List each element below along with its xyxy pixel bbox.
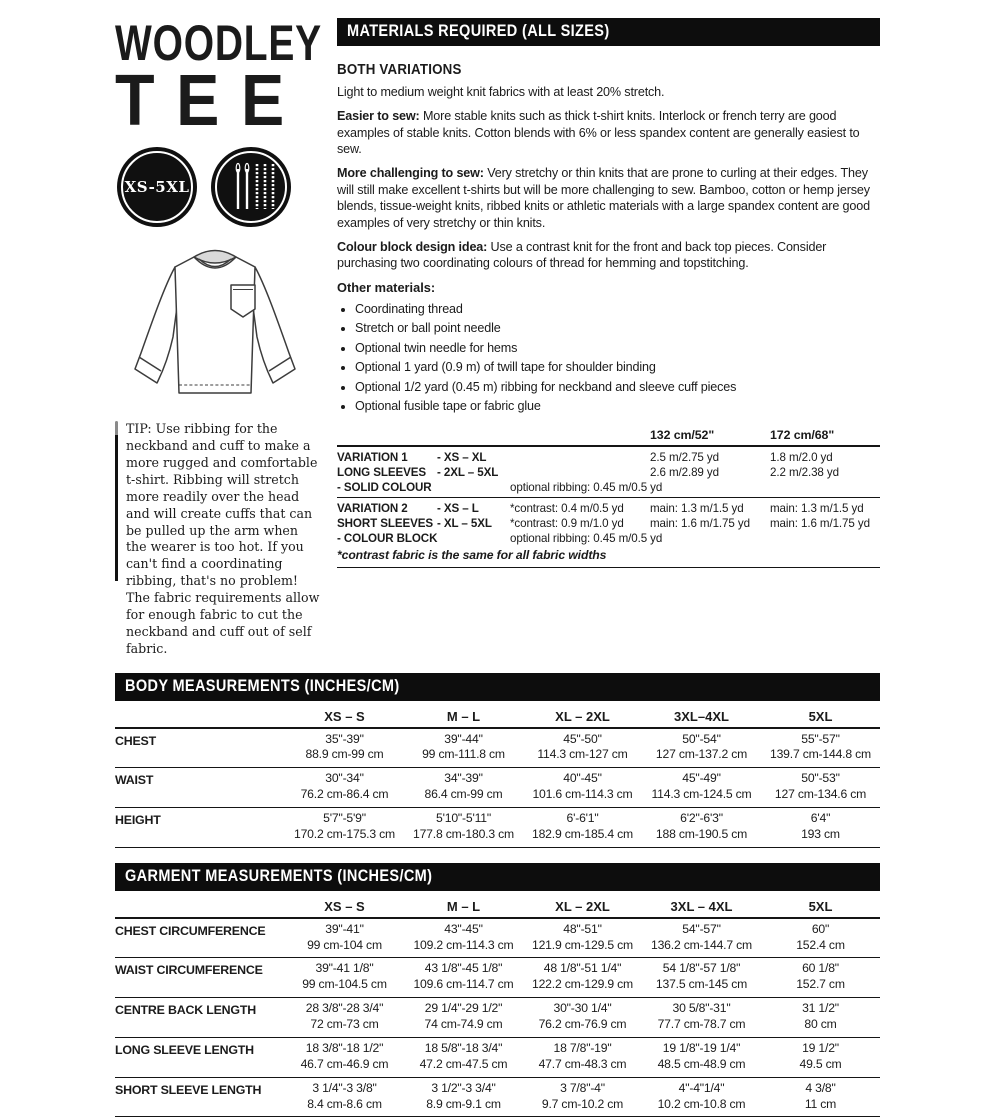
logo-line-tee: TEE bbox=[115, 61, 306, 141]
cell bbox=[761, 771, 880, 803]
cell bbox=[523, 1081, 642, 1113]
value-inches: 48 1/8"-51 1/4" bbox=[543, 961, 622, 976]
needle-icon bbox=[115, 421, 118, 581]
cell bbox=[404, 1001, 523, 1033]
cell bbox=[523, 771, 642, 803]
brand-logo bbox=[115, 15, 327, 141]
table-row bbox=[115, 958, 880, 998]
size-range: - XS – L bbox=[437, 501, 479, 515]
size-range-badge bbox=[117, 147, 197, 227]
value-inches: 30 5/8"-31" bbox=[672, 1001, 731, 1016]
value-cm: 122.2 cm-129.9 cm bbox=[532, 977, 633, 992]
table-row bbox=[115, 1038, 880, 1078]
cell bbox=[642, 732, 761, 764]
challenging-paragraph bbox=[337, 165, 880, 230]
yardage-52: 2.5 m/2.75 yd bbox=[650, 450, 719, 464]
row-label: CHEST CIRCUMFERENCE bbox=[115, 923, 266, 938]
colourblock-text: Use a contrast knit for the front and back top pieces. Consider purchasing two coordinating colours of thread for hemming and topstitching. bbox=[337, 239, 827, 271]
divider bbox=[337, 445, 880, 447]
value-inches: 6'4" bbox=[810, 811, 831, 826]
variation-colour: - COLOUR BLOCK bbox=[337, 531, 438, 545]
value-inches: 39"-41" bbox=[325, 921, 364, 936]
value-cm: 76.2 cm-86.4 cm bbox=[300, 787, 389, 802]
yardage-52: 2.6 m/2.89 yd bbox=[650, 465, 719, 479]
row-label: CENTRE BACK LENGTH bbox=[115, 1003, 256, 1018]
body-measurements-section bbox=[115, 673, 880, 848]
value-inches: 30"-30 1/4" bbox=[553, 1001, 612, 1016]
value-inches: 4 3/8" bbox=[805, 1080, 836, 1095]
value-cm: 127 cm-137.2 cm bbox=[655, 747, 748, 762]
value-cm: 48.5 cm-48.9 cm bbox=[657, 1056, 746, 1071]
value-cm: 72 cm-73 cm bbox=[310, 1017, 379, 1032]
list-item: • Optional fusible tape or fabric glue bbox=[355, 397, 880, 417]
left-column bbox=[115, 15, 327, 658]
value-inches: 4"-4"1/4" bbox=[678, 1080, 725, 1095]
table-row bbox=[337, 465, 880, 480]
yardage-68: 1.8 m/2.0 yd bbox=[770, 450, 833, 464]
cell bbox=[404, 1081, 523, 1113]
cell bbox=[761, 1081, 880, 1113]
row-label: CHEST bbox=[115, 733, 156, 748]
garment-measurements-bar bbox=[115, 863, 880, 891]
fabric-width-52: 132 cm/52" bbox=[650, 427, 715, 442]
yardage-68: main: 1.6 m/1.75 yd bbox=[770, 516, 870, 530]
value-cm: 99 cm-111.8 cm bbox=[422, 747, 505, 762]
list-item: • Optional twin needle for hems bbox=[355, 339, 880, 359]
column-header: XS – S bbox=[324, 898, 365, 914]
value-inches: 18 3/8"-18 1/2" bbox=[305, 1040, 384, 1055]
value-cm: 177.8 cm-180.3 cm bbox=[413, 826, 514, 841]
cell bbox=[285, 922, 404, 954]
cell bbox=[404, 811, 523, 843]
cell bbox=[642, 1001, 761, 1033]
list-item: • Coordinating thread bbox=[355, 300, 880, 320]
size-range: - 2XL – 5XL bbox=[437, 465, 499, 479]
column-header: XL – 2XL bbox=[555, 898, 610, 914]
table-row bbox=[337, 531, 880, 546]
column-header: 5XL bbox=[808, 898, 833, 914]
cell bbox=[761, 1001, 880, 1033]
value-cm: 77.7 cm-78.7 cm bbox=[657, 1017, 746, 1032]
cell bbox=[761, 1041, 880, 1073]
variation-1-block bbox=[337, 450, 880, 495]
value-cm: 188 cm-190.5 cm bbox=[655, 826, 748, 841]
garment-measurements-section bbox=[115, 863, 880, 1117]
size-range-label: XS-5XL bbox=[124, 178, 190, 197]
garment-measurements-table bbox=[115, 897, 880, 1117]
cell bbox=[523, 922, 642, 954]
column-header: 3XL–4XL bbox=[674, 708, 729, 724]
cell bbox=[285, 1041, 404, 1073]
value-inches: 40"-45" bbox=[563, 771, 602, 786]
value-cm: 121.9 cm-129.5 cm bbox=[532, 937, 633, 952]
value-inches: 18 7/8"-19" bbox=[553, 1040, 612, 1055]
easier-text: More stable knits such as thick t-shirt knits. Interlock or french terry are good examples of stable knits. Cotton blends with 6% or less spandex content are generally easiest to sew. bbox=[337, 109, 860, 157]
value-cm: 8.4 cm-8.6 cm bbox=[307, 1096, 382, 1111]
table-header-row bbox=[115, 707, 880, 729]
value-inches: 35"-39" bbox=[325, 731, 364, 746]
list-item: • Optional 1 yard (0.9 m) of twill tape for shoulder binding bbox=[355, 358, 880, 378]
cell bbox=[523, 1041, 642, 1073]
yardage-68: 2.2 m/2.38 yd bbox=[770, 465, 839, 479]
value-inches: 60 1/8" bbox=[802, 961, 839, 976]
materials-header-title: MATERIALS REQUIRED (ALL SIZES) bbox=[347, 22, 610, 40]
value-inches: 55"-57" bbox=[801, 731, 840, 746]
column-header: XS – S bbox=[324, 708, 365, 724]
value-cm: 99 cm-104 cm bbox=[307, 937, 382, 952]
table-row bbox=[337, 516, 880, 531]
materials-header-bar bbox=[337, 18, 880, 46]
value-cm: 114.3 cm-127 cm bbox=[537, 747, 628, 762]
value-inches: 6'2"-6'3" bbox=[680, 811, 723, 826]
value-cm: 10.2 cm-10.8 cm bbox=[657, 1096, 746, 1111]
value-cm: 152.4 cm bbox=[796, 937, 845, 952]
value-inches: 29 1/4"-29 1/2" bbox=[424, 1001, 503, 1016]
needles-icon bbox=[211, 147, 291, 227]
intro-paragraph: Light to medium weight knit fabrics with at least 20% stretch. bbox=[337, 85, 665, 99]
variation-2-block bbox=[337, 501, 880, 546]
value-inches: 19 1/2" bbox=[802, 1040, 839, 1055]
cell bbox=[642, 771, 761, 803]
cell bbox=[642, 922, 761, 954]
cell bbox=[523, 811, 642, 843]
value-inches: 3 1/4"-3 3/8" bbox=[312, 1080, 377, 1095]
value-cm: 127 cm-134.6 cm bbox=[774, 787, 867, 802]
cell bbox=[285, 811, 404, 843]
value-inches: 43"-45" bbox=[444, 921, 483, 936]
value-inches: 6'-6'1" bbox=[566, 811, 599, 826]
ribbing-note: optional ribbing: 0.45 m/0.5 yd bbox=[510, 531, 663, 545]
value-inches: 54"-57" bbox=[682, 921, 721, 936]
row-label: WAIST CIRCUMFERENCE bbox=[115, 963, 263, 978]
cell bbox=[404, 732, 523, 764]
column-header: M – L bbox=[446, 898, 481, 914]
value-cm: 109.6 cm-114.7 cm bbox=[413, 977, 514, 992]
value-inches: 50"-54" bbox=[682, 731, 721, 746]
variation-name: VARIATION 1 bbox=[337, 450, 408, 464]
materials-column bbox=[337, 18, 880, 658]
value-cm: 101.6 cm-114.3 cm bbox=[532, 787, 633, 802]
cell bbox=[285, 961, 404, 993]
cell bbox=[761, 732, 880, 764]
value-inches: 50"-53" bbox=[801, 771, 840, 786]
cell bbox=[285, 1081, 404, 1113]
value-inches: 43 1/8"-45 1/8" bbox=[424, 961, 503, 976]
row-label: SHORT SLEEVE LENGTH bbox=[115, 1082, 262, 1097]
body-measurements-bar bbox=[115, 673, 880, 701]
cell bbox=[642, 811, 761, 843]
value-cm: 139.7 cm-144.8 cm bbox=[770, 747, 871, 762]
value-cm: 88.9 cm-99 cm bbox=[305, 747, 384, 762]
value-cm: 80 cm bbox=[804, 1017, 837, 1032]
value-cm: 47.7 cm-48.3 cm bbox=[538, 1056, 627, 1071]
ribbing-note: optional ribbing: 0.45 m/0.5 yd bbox=[510, 480, 663, 494]
value-cm: 8.9 cm-9.1 cm bbox=[426, 1096, 501, 1111]
value-inches: 19 1/8"-19 1/4" bbox=[662, 1040, 741, 1055]
table-row bbox=[115, 919, 880, 959]
contrast-footnote: *contrast fabric is the same for all fabric widths bbox=[337, 547, 607, 562]
divider bbox=[337, 567, 880, 568]
list-item: • Optional 1/2 yard (0.45 m) ribbing for neckband and sleeve cuff pieces bbox=[355, 378, 880, 398]
colourblock-label: Colour block design idea: bbox=[337, 239, 488, 254]
cell bbox=[404, 961, 523, 993]
table-row bbox=[115, 768, 880, 808]
value-inches: 60" bbox=[811, 921, 830, 936]
value-inches: 5'7"-5'9" bbox=[323, 811, 366, 826]
cell bbox=[761, 922, 880, 954]
value-inches: 3 7/8"-4" bbox=[560, 1080, 605, 1095]
value-cm: 49.5 cm bbox=[799, 1056, 842, 1071]
value-inches: 39"-44" bbox=[444, 731, 483, 746]
value-cm: 47.2 cm-47.5 cm bbox=[419, 1056, 508, 1071]
value-inches: 45"-49" bbox=[682, 771, 721, 786]
yardage-header-row bbox=[337, 427, 880, 443]
value-inches: 48"-51" bbox=[563, 921, 602, 936]
value-cm: 76.2 cm-76.9 cm bbox=[538, 1017, 627, 1032]
cell bbox=[642, 1081, 761, 1113]
cell bbox=[285, 771, 404, 803]
contrast-yardage: *contrast: 0.9 m/1.0 yd bbox=[510, 516, 624, 530]
cell bbox=[761, 811, 880, 843]
row-label: LONG SLEEVE LENGTH bbox=[115, 1042, 254, 1057]
yardage-68: main: 1.3 m/1.5 yd bbox=[770, 501, 864, 515]
value-cm: 9.7 cm-10.2 cm bbox=[541, 1096, 624, 1111]
variation-style: LONG SLEEVES bbox=[337, 465, 426, 479]
value-cm: 11 cm bbox=[804, 1096, 837, 1111]
row-label: HEIGHT bbox=[115, 813, 161, 828]
yardage-52: main: 1.6 m/1.75 yd bbox=[650, 516, 750, 530]
cell bbox=[404, 922, 523, 954]
table-row bbox=[115, 998, 880, 1038]
list-item: • Stretch or ball point needle bbox=[355, 319, 880, 339]
variation-name: VARIATION 2 bbox=[337, 501, 408, 515]
value-cm: 74 cm-74.9 cm bbox=[424, 1017, 503, 1032]
value-cm: 86.4 cm-99 cm bbox=[424, 787, 503, 802]
both-variations-heading: BOTH VARIATIONS bbox=[337, 62, 462, 78]
cell bbox=[642, 1041, 761, 1073]
logo-line-woodley: WOODLEY bbox=[115, 15, 322, 71]
value-inches: 54 1/8"-57 1/8" bbox=[662, 961, 741, 976]
size-range: - XL – 5XL bbox=[437, 516, 492, 530]
value-inches: 30"-34" bbox=[325, 771, 364, 786]
body-measurements-title: BODY MEASUREMENTS (INCHES/CM) bbox=[125, 676, 400, 695]
needles-badge bbox=[211, 147, 291, 227]
row-label: WAIST bbox=[115, 773, 154, 788]
cell bbox=[523, 961, 642, 993]
cell bbox=[404, 771, 523, 803]
divider bbox=[337, 497, 880, 498]
contrast-yardage: *contrast: 0.4 m/0.5 yd bbox=[510, 501, 624, 515]
table-row bbox=[337, 501, 880, 516]
value-cm: 193 cm bbox=[801, 826, 840, 841]
table-header-row bbox=[115, 897, 880, 919]
cell bbox=[404, 1041, 523, 1073]
easier-paragraph bbox=[337, 108, 880, 157]
table-row bbox=[115, 729, 880, 769]
table-row bbox=[115, 808, 880, 848]
value-cm: 136.2 cm-144.7 cm bbox=[651, 937, 752, 952]
cell bbox=[642, 961, 761, 993]
other-materials-list bbox=[337, 300, 880, 417]
value-cm: 170.2 cm-175.3 cm bbox=[294, 826, 395, 841]
variation-style: SHORT SLEEVES bbox=[337, 516, 433, 530]
value-cm: 114.3 cm-124.5 cm bbox=[651, 787, 752, 802]
cell bbox=[523, 1001, 642, 1033]
yardage-table bbox=[337, 427, 880, 568]
value-inches: 5'10"-5'11" bbox=[436, 811, 491, 826]
table-row bbox=[337, 480, 880, 495]
yardage-52: main: 1.3 m/1.5 yd bbox=[650, 501, 744, 515]
value-cm: 182.9 cm-185.4 cm bbox=[532, 826, 633, 841]
top-section bbox=[115, 15, 880, 658]
fabric-width-68: 172 cm/68" bbox=[770, 427, 835, 442]
size-range: - XS – XL bbox=[437, 450, 487, 464]
challenging-text: Very stretchy or thin knits that are prone to curling at their edges. They will still make excellent t-shirts but will be more challenging to sew. Bamboo, cotton or hemp jersey blends, tissue-weight knits, ribbed knits or athletic materials with a large spandex content are good examples of very stretchy or thin knits. bbox=[337, 166, 870, 230]
cell bbox=[761, 961, 880, 993]
value-inches: 45"-50" bbox=[563, 731, 602, 746]
value-inches: 3 1/2"-3 3/4" bbox=[431, 1080, 496, 1095]
column-header: M – L bbox=[446, 708, 481, 724]
cell bbox=[285, 1001, 404, 1033]
colourblock-paragraph bbox=[337, 239, 880, 272]
column-header: 3XL – 4XL bbox=[670, 898, 733, 914]
badges-row bbox=[117, 147, 327, 227]
value-inches: 28 3/8"-28 3/4" bbox=[305, 1001, 384, 1016]
value-cm: 137.5 cm-145 cm bbox=[655, 977, 748, 992]
table-row bbox=[115, 1078, 880, 1117]
garment-measurements-title: GARMENT MEASUREMENTS (INCHES/CM) bbox=[125, 866, 433, 885]
easier-label: Easier to sew: bbox=[337, 109, 420, 124]
tip-block bbox=[115, 421, 327, 657]
value-inches: 39"-41 1/8" bbox=[315, 961, 374, 976]
cell bbox=[285, 732, 404, 764]
table-row bbox=[337, 450, 880, 465]
value-cm: 99 cm-104.5 cm bbox=[302, 977, 387, 992]
body-measurements-table bbox=[115, 707, 880, 848]
tshirt-illustration bbox=[109, 233, 321, 413]
column-header: 5XL bbox=[808, 708, 833, 724]
value-inches: 31 1/2" bbox=[802, 1001, 839, 1016]
value-cm: 109.2 cm-114.3 cm bbox=[413, 937, 514, 952]
value-cm: 46.7 cm-46.9 cm bbox=[300, 1056, 389, 1071]
value-inches: 34"-39" bbox=[444, 771, 483, 786]
variation-colour: - SOLID COLOUR bbox=[337, 480, 432, 494]
other-materials-heading: Other materials: bbox=[337, 279, 436, 295]
column-header: XL – 2XL bbox=[555, 708, 610, 724]
value-cm: 152.7 cm bbox=[796, 977, 845, 992]
cell bbox=[523, 732, 642, 764]
tip-text: TIP: Use ribbing for the neckband and cuff to make a more rugged and comfortable t-shirt. Ribbing will stretch more readily over the head and will create cuffs that can be pulled up the arm when the wearer is too hot. If you can't find a coordinating ribbing, that's no problem! The fabric requirements allow for enough fabric to cut the neckband and cuff out of self fabric. bbox=[126, 421, 320, 656]
value-inches: 18 5/8"-18 3/4" bbox=[424, 1040, 503, 1055]
challenging-label: More challenging to sew: bbox=[337, 166, 484, 181]
